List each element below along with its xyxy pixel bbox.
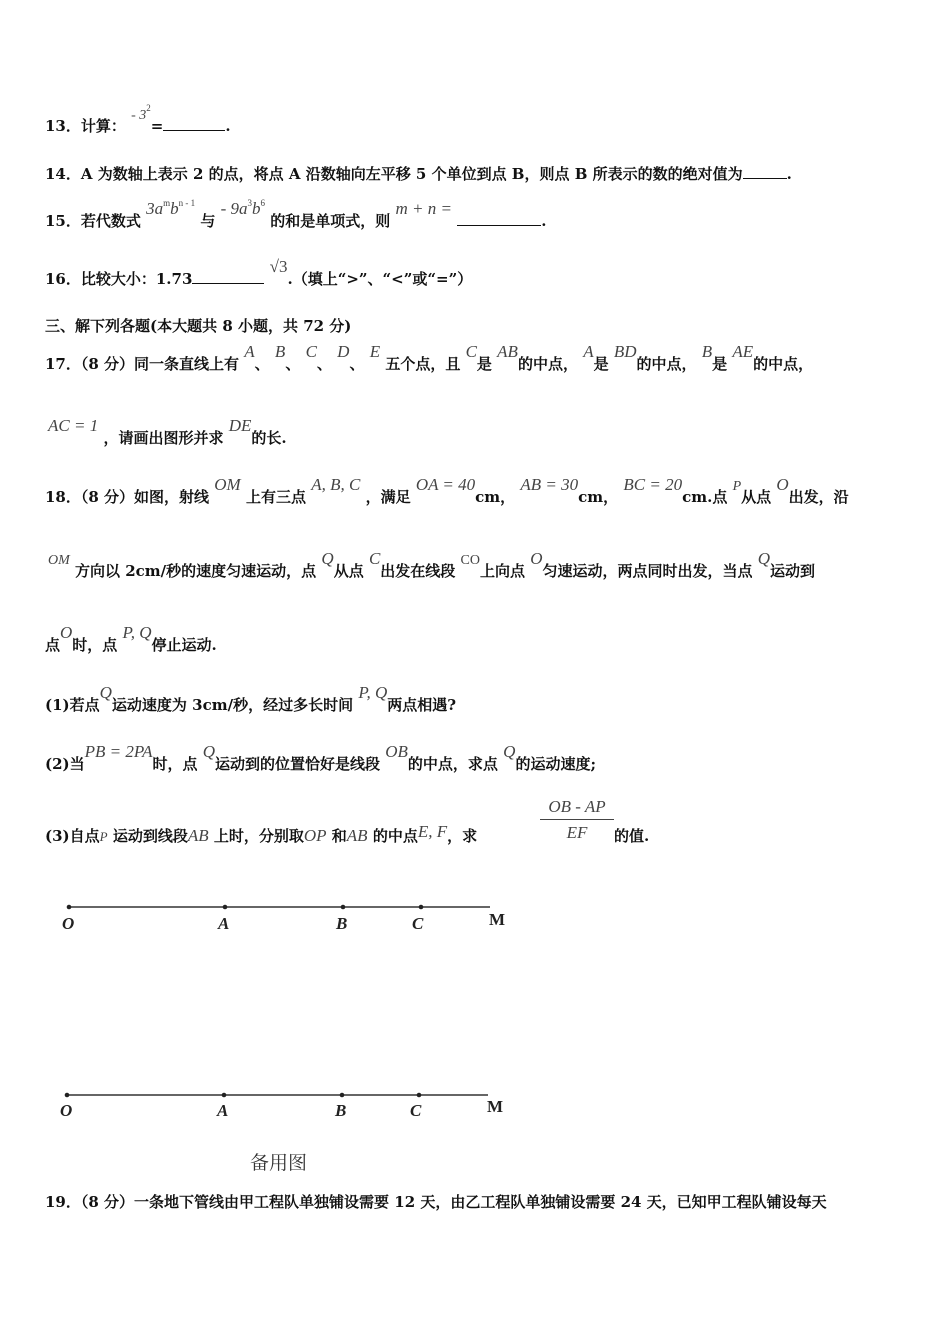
q13-equals: = (150, 117, 164, 135)
point-b-dot (340, 1093, 345, 1098)
label-m: M (489, 910, 506, 929)
q18-o3: O (60, 623, 73, 642)
q15-and: 与 (200, 212, 216, 230)
q14-answer-blank[interactable] (743, 164, 787, 179)
point-a-dot (222, 1093, 227, 1098)
q17-point-c: C (305, 342, 317, 361)
q17-point-b: B (274, 342, 286, 361)
q18-om: OM (214, 475, 241, 494)
question-18-part3: (3)自点P 运动到线段AB 上时，分别取OP 和AB 的中点E, F，求 (45, 822, 478, 845)
q17-t3: 的长. (251, 429, 287, 447)
q18-q2: Q (757, 549, 771, 568)
q18-abc: A, B, C (311, 475, 361, 494)
question-18-part2: (2)当PB = 2PA时，点 Q运动到的位置恰好是线段 OB的中点，求点 Q的运动速度; (45, 742, 596, 773)
q16-answer-blank[interactable] (192, 269, 264, 284)
q18-o: O (776, 475, 789, 494)
q17-ae: AE (732, 342, 754, 361)
q16-tail: .（填上“>”、“<”或“=”） (287, 270, 473, 288)
label-c: C (410, 1101, 422, 1120)
q17-b: B (701, 342, 713, 361)
question-17-line1: 17．（8 分）同一条直线上有 A、 B、 C、 D、 E 五个点，且 C是 AB的中点， A是 BD的中点， B是 AE的中点， (45, 342, 814, 373)
q17-t2: ，请画出图形并求 (103, 429, 224, 447)
ray-diagram-svg (55, 895, 525, 940)
label-m: M (487, 1097, 504, 1116)
q15-label: 15．若代数式 (45, 212, 141, 230)
q14-end: . (786, 165, 792, 183)
q15-expr1: $3a^mb^{n - 1}$ (146, 198, 196, 218)
label-c: C (412, 914, 424, 933)
ray-diagram-backup (55, 1083, 525, 1132)
q18-t4: 方向以 2cm/秒的速度匀速运动，点 (75, 562, 317, 580)
question-18-line2: OM 方向以 2cm/秒的速度匀速运动，点 Q从点 C出发在线段 CO上向点 O匀速运动，两点同时出发，当点 Q运动到 (48, 549, 816, 580)
q17-ab: AB (497, 342, 518, 361)
q18-s1-q: Q (99, 683, 112, 702)
q15-expr3: m + n = (395, 199, 452, 218)
question-16 (45, 257, 473, 289)
q19-text: 19．（8 分）一条地下管线由甲工程队单独铺设需要 12 天，由乙工程队单独铺设需要 24 天，已知甲工程队铺设每天 (45, 1193, 827, 1211)
q17-point-d: D (337, 342, 350, 361)
q17-bd: BD (613, 342, 637, 361)
q18-co: CO (460, 553, 480, 568)
point-c-dot (419, 905, 424, 910)
q14-text: 14．A 为数轴上表示 2 的点，将点 A 沿数轴向左平移 5 个单位到点 B，则点 B 所表示的数的绝对值为 (45, 165, 743, 183)
q17-label: 17．（8 分）同一条直线上有 (45, 355, 240, 373)
q18-value-text: 的值. (614, 827, 650, 845)
q18-o2: O (530, 549, 543, 568)
q18-q: Q (321, 549, 334, 568)
q17-ac: AC = 1 (48, 416, 99, 435)
q16-sqrt3: √3 (269, 257, 288, 276)
q13-expr: - $3^2$ (131, 103, 151, 123)
label-o: O (62, 914, 75, 933)
q18-s3-p: P (99, 829, 108, 844)
q13-answer-blank[interactable] (163, 116, 225, 131)
section-3-text: 三、解下列各题(本大题共 8 小题，共 72 分) (45, 317, 352, 335)
question-17-line2 (48, 416, 287, 448)
point-c-dot (417, 1093, 422, 1098)
q15-text: 的和是单项式，则 (270, 212, 391, 230)
q18-label: 18．（8 分）如图，射线 (45, 488, 210, 506)
q18-s3-ab2: AB (346, 826, 368, 845)
q18-s2-ob: OB (385, 742, 408, 761)
q18-s1-pq: P, Q (358, 683, 388, 702)
q18-s3-ab: AB (187, 826, 209, 845)
q18-s2-q2: Q (503, 742, 516, 761)
question-18-part1: (1)若点Q运动速度为 3cm/秒，经过多长时间 P, Q两点相遇? (45, 683, 457, 714)
label-b: B (335, 1101, 347, 1120)
question-18-line1: 18．（8 分）如图，射线 OM 上有三点 A, B, C ，满足 OA = 40cm， AB = 30cm， BC = 20cm.点 P从点 O出发，沿 (45, 475, 849, 506)
label-o: O (60, 1101, 73, 1120)
point-o-dot (67, 905, 72, 910)
ray-diagram-main (55, 895, 525, 944)
q18-om2: OM (48, 553, 70, 568)
label-a: A (217, 1101, 229, 1120)
q18-fraction (540, 797, 614, 843)
question-18-line3: 点O时，点 P, Q停止运动. (45, 623, 217, 654)
question-13 (45, 103, 231, 136)
section-3-heading (45, 315, 351, 336)
q13-end: . (225, 117, 231, 135)
q17-t1: 五个点，且 (385, 355, 461, 373)
question-19 (45, 1191, 827, 1212)
point-a-dot (223, 905, 228, 910)
q15-end: . (541, 212, 547, 230)
q18-t1: 上有三点 (245, 488, 306, 506)
ray-diagram-backup-svg (55, 1083, 525, 1128)
q13-label: 13．计算： (45, 117, 126, 135)
q18-ab: AB = 30 (520, 475, 579, 494)
q18-p: P (732, 479, 742, 494)
q15-expr2: - $9a^3b^6$ (220, 198, 266, 218)
point-o-dot (65, 1093, 70, 1098)
fraction-denominator: EF (566, 823, 588, 842)
q15-answer-blank[interactable] (457, 211, 541, 226)
label-b: B (336, 914, 348, 933)
question-15 (45, 198, 547, 231)
q18-pq: P, Q (122, 623, 152, 642)
q18-s3-ef: E, F (417, 822, 448, 841)
point-b-dot (341, 905, 346, 910)
q17-point-e: E (369, 342, 381, 361)
q18-s3-op: OP (303, 826, 327, 845)
q17-c: C (465, 342, 477, 361)
q17-point-a: A (244, 342, 255, 361)
q18-t2: ，满足 (365, 488, 411, 506)
q17-de: DE (228, 416, 252, 435)
q18-bc: BC = 20 (623, 475, 683, 494)
q18-oa: OA = 40 (415, 475, 476, 494)
question-14 (45, 163, 792, 184)
q17-a: A (583, 342, 594, 361)
q18-s2-q: Q (202, 742, 215, 761)
q16-text: 16．比较大小：1.73 (45, 270, 193, 288)
label-a: A (218, 914, 230, 933)
q18-c: C (368, 549, 381, 568)
fraction-numerator: OB - AP (540, 797, 614, 820)
q18-s2-eq: PB = 2PA (84, 742, 153, 761)
backup-diagram-caption: 备用图 (250, 1152, 308, 1174)
